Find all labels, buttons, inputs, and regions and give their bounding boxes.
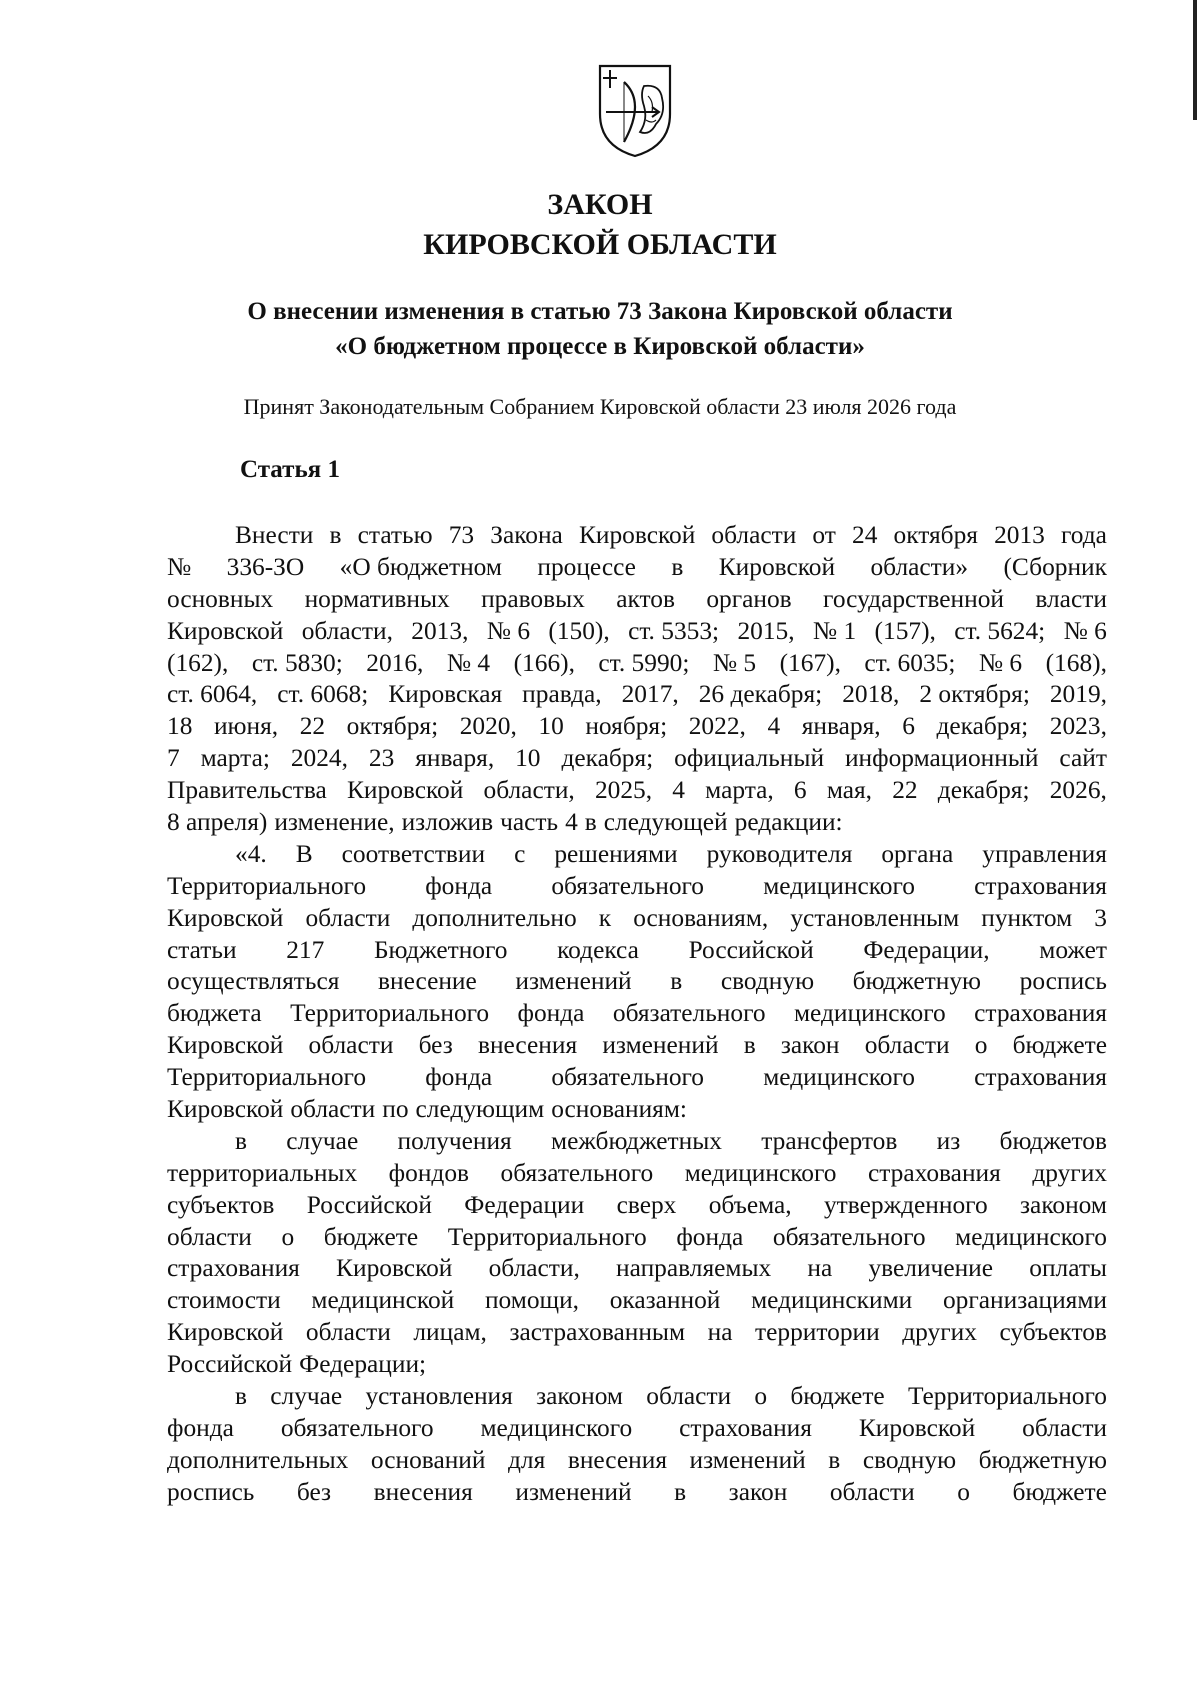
text-word: сайт xyxy=(1059,744,1107,773)
text-word: Кировской xyxy=(336,1254,453,1283)
text-word: области, xyxy=(301,616,393,645)
text-word: ст. 5353; xyxy=(628,616,720,645)
text-word: области, xyxy=(483,776,575,805)
text-word: Российской xyxy=(167,1350,293,1379)
text-word: медицинского xyxy=(763,871,915,900)
text-line xyxy=(167,616,1107,648)
text-word: трансфертов xyxy=(761,1126,898,1155)
text-word: (167), xyxy=(779,648,841,677)
text-word: случае xyxy=(286,1126,359,1155)
text-word: субъектов xyxy=(999,1318,1107,1347)
text-word: законом xyxy=(1020,1190,1107,1219)
text-word: бюджете xyxy=(1012,1477,1107,1506)
text-word: 3 xyxy=(1094,903,1107,932)
text-line xyxy=(167,1062,1107,1094)
text-word: Кировской xyxy=(718,552,836,581)
text-word: 2016, xyxy=(366,648,424,677)
scan-edge-mark xyxy=(1193,0,1197,120)
text-word: ст. 6064, xyxy=(167,680,258,709)
text-word: 22 xyxy=(892,776,918,805)
text-word: области xyxy=(167,1222,252,1251)
text-word: января, xyxy=(415,744,495,773)
text-word: Кировская xyxy=(388,680,503,709)
text-line xyxy=(167,1030,1107,1062)
text-word: следующим xyxy=(415,1095,545,1124)
text-word: медицинского xyxy=(480,1413,633,1442)
text-word: законом xyxy=(536,1382,623,1411)
text-word: фонда xyxy=(167,1413,234,1442)
text-word: Территориального xyxy=(290,999,490,1028)
text-word: медицинского xyxy=(684,1158,837,1187)
text-word: декабря; xyxy=(936,712,1029,741)
text-word: страхования xyxy=(679,1413,812,1442)
text-word: внесение xyxy=(378,967,477,996)
text-word: редакции: xyxy=(734,808,843,837)
text-line xyxy=(167,1126,1107,1158)
text-word: октября xyxy=(893,521,978,549)
text-word: следующей xyxy=(603,808,728,837)
text-word: Бюджетного xyxy=(373,935,508,964)
text-word: дополнительных xyxy=(167,1445,349,1474)
text-word: изменений xyxy=(689,1445,806,1474)
text-line xyxy=(167,871,1107,903)
law-title: ЗАКОН xyxy=(547,188,653,221)
text-word: обязательного xyxy=(551,871,705,900)
text-word: области xyxy=(305,1318,391,1347)
text-word: ст. 6035; xyxy=(864,648,956,677)
text-word: субъектов xyxy=(167,1190,275,1219)
text-word: обязательного xyxy=(551,1063,705,1092)
text-line xyxy=(167,1445,1107,1477)
text-word: Российской xyxy=(306,1190,432,1219)
text-word: «4. xyxy=(235,839,267,868)
text-word: актов xyxy=(616,584,675,613)
text-word: страхования xyxy=(974,999,1107,1028)
text-word: в xyxy=(670,967,683,996)
text-word: направляемых xyxy=(616,1254,772,1283)
text-word: Кировской xyxy=(167,616,284,645)
text-line xyxy=(167,552,1107,584)
text-word: других xyxy=(902,1318,977,1347)
text-word: сверх xyxy=(616,1190,677,1219)
text-word: статьи xyxy=(167,935,237,964)
text-word: ст. 6068; xyxy=(277,680,369,709)
text-line xyxy=(167,1349,1107,1381)
text-line xyxy=(167,711,1107,743)
text-word: установленным xyxy=(790,903,960,932)
text-word: № 6 xyxy=(486,616,531,645)
text-word: изменений xyxy=(515,1477,632,1506)
text-word: года xyxy=(1061,521,1107,549)
text-word: в xyxy=(671,552,684,581)
text-word: роспись xyxy=(167,1477,255,1506)
text-word: № 6 xyxy=(978,648,1023,677)
text-word: внесения xyxy=(567,1445,668,1474)
text-word: руководителя xyxy=(706,839,853,868)
text-line xyxy=(167,1381,1107,1413)
text-word: 4 xyxy=(672,776,685,805)
text-word: октября; xyxy=(346,712,439,741)
text-word: основных xyxy=(167,584,274,613)
text-word: обязательного xyxy=(772,1222,926,1251)
text-word: страхования xyxy=(974,1063,1107,1092)
text-word: на xyxy=(707,1318,733,1347)
text-word: медицинского xyxy=(955,1222,1107,1251)
text-word: территориальных xyxy=(167,1158,358,1187)
text-word: ст. 5624; xyxy=(954,616,1046,645)
text-word: Кировской xyxy=(167,903,284,932)
text-word: внесения xyxy=(477,1031,578,1060)
text-word: 2025, xyxy=(594,776,653,805)
text-word: в xyxy=(235,1126,247,1155)
text-word: области xyxy=(308,1031,394,1060)
text-word: 4 xyxy=(565,808,578,837)
text-word: 6 xyxy=(793,776,807,805)
text-word: Кировской xyxy=(346,776,464,805)
text-word: области, xyxy=(488,1254,580,1283)
text-word: 6 xyxy=(902,712,915,741)
text-word: декабря; xyxy=(561,744,654,773)
text-word: бюджетную xyxy=(852,967,982,996)
text-word: оказанной xyxy=(609,1286,721,1315)
text-word: 2024, xyxy=(290,744,348,773)
text-word: для xyxy=(508,1445,546,1474)
text-word: 217 xyxy=(286,935,325,964)
text-line xyxy=(167,807,1107,839)
text-word: сводную xyxy=(720,967,815,996)
text-word: ноября; xyxy=(585,712,668,741)
text-line xyxy=(167,1253,1107,1285)
text-word: статью xyxy=(357,521,433,549)
text-word: 26 декабря; xyxy=(698,680,823,709)
text-word: 2018, xyxy=(842,680,900,709)
text-word: Территориального xyxy=(167,871,367,900)
text-word: Территориального xyxy=(907,1382,1107,1411)
text-word: области» xyxy=(870,552,969,581)
text-word: Правительства xyxy=(167,776,327,805)
text-word: 4 xyxy=(767,712,781,741)
text-word: нормативных xyxy=(304,584,450,613)
text-word: соответствии xyxy=(341,839,486,868)
text-word: роспись xyxy=(1019,967,1107,996)
text-word: внесения xyxy=(373,1477,473,1506)
text-line xyxy=(167,1094,1107,1126)
text-line xyxy=(167,1413,1107,1445)
text-line xyxy=(167,1285,1107,1317)
text-word: основаниям, xyxy=(633,903,769,932)
text-word: 2015, xyxy=(737,616,795,645)
text-word: установления xyxy=(365,1382,513,1411)
text-word: утвержденного xyxy=(823,1190,988,1219)
text-word: о xyxy=(281,1222,295,1251)
text-word: основаниям: xyxy=(551,1095,687,1124)
text-word: 10 xyxy=(538,712,564,741)
text-word: Российской xyxy=(688,935,814,964)
text-word: 22 xyxy=(299,712,326,741)
text-word: 24 xyxy=(852,521,878,549)
text-word: (Сборник xyxy=(1003,552,1107,581)
text-word: 2026, xyxy=(1049,776,1107,805)
text-word: изменение, xyxy=(274,808,395,837)
text-line xyxy=(167,679,1107,711)
text-word: о xyxy=(754,1382,768,1411)
text-word: области xyxy=(829,1477,915,1506)
text-line xyxy=(167,743,1107,775)
text-word: (157), xyxy=(874,616,936,645)
text-word: получения xyxy=(397,1126,512,1155)
text-word: межбюджетных xyxy=(551,1126,722,1155)
text-word: из xyxy=(936,1126,961,1155)
text-word: Территориального xyxy=(447,1222,647,1251)
text-word: бюджете xyxy=(323,1222,419,1251)
text-word: процессе xyxy=(537,552,636,581)
text-word: фонда xyxy=(517,999,585,1028)
text-word: 7 xyxy=(167,744,180,773)
text-word: 2013, xyxy=(411,616,469,645)
text-word: (166), xyxy=(513,648,575,677)
text-word: решениями xyxy=(554,839,678,868)
article-body xyxy=(167,520,1107,1509)
text-word: обязательного xyxy=(500,1158,654,1187)
text-word: стоимости xyxy=(167,1286,281,1315)
text-word: других xyxy=(1032,1158,1107,1187)
text-word: № 5 xyxy=(712,648,757,677)
text-word: страхования xyxy=(867,1158,1001,1187)
text-line xyxy=(167,903,1107,935)
text-word: Кировской xyxy=(167,1031,284,1060)
text-word: ст. 5990; xyxy=(598,648,690,677)
text-line xyxy=(167,1477,1107,1509)
text-word: 18 xyxy=(167,712,193,741)
text-word: застрахованным xyxy=(509,1318,686,1347)
text-word: марта; xyxy=(200,744,270,773)
text-word: медицинского xyxy=(793,999,946,1028)
text-word: области xyxy=(864,1031,950,1060)
text-line xyxy=(167,584,1107,616)
text-word: закон xyxy=(728,1477,788,1506)
law-subject-line1: О внесении изменения в статью 73 Закона Кировской области xyxy=(247,298,953,325)
text-line xyxy=(167,998,1107,1030)
text-word: № 1 xyxy=(812,616,857,645)
text-word: медицинскими xyxy=(751,1286,913,1315)
text-word: Закона xyxy=(490,521,563,549)
text-word: органов xyxy=(706,584,792,613)
text-word: помощи, xyxy=(484,1286,580,1315)
text-word: обязательного xyxy=(280,1413,434,1442)
article-heading: Статья 1 xyxy=(240,456,340,483)
text-word: правда, xyxy=(522,680,602,709)
text-word: с xyxy=(514,839,526,868)
text-word: от xyxy=(812,521,836,549)
text-word: фонда xyxy=(425,871,493,900)
text-word: марта, xyxy=(705,776,774,805)
text-word: к xyxy=(598,903,612,932)
text-line xyxy=(167,935,1107,967)
text-word: увеличение xyxy=(868,1254,994,1283)
text-word: бюджете xyxy=(1012,1031,1107,1060)
text-word: «О бюджетном xyxy=(339,552,502,581)
text-word: сводную xyxy=(862,1445,957,1474)
text-word: без xyxy=(418,1031,453,1060)
text-word: в xyxy=(584,808,597,837)
text-word: фонда xyxy=(676,1222,744,1251)
text-word: области xyxy=(305,903,391,932)
text-word: органа xyxy=(881,839,954,868)
text-line xyxy=(167,1317,1107,1349)
text-word: В xyxy=(295,839,313,868)
text-word: Кировской xyxy=(578,521,696,549)
text-word: Территориального xyxy=(167,1063,367,1092)
text-word: Федерации, xyxy=(863,935,990,964)
text-word: 2023, xyxy=(1049,712,1107,741)
text-line xyxy=(167,1158,1107,1190)
text-word: 23 xyxy=(368,744,395,773)
text-line xyxy=(167,966,1107,998)
text-word: кодекса xyxy=(557,935,639,964)
text-word: лицам, xyxy=(413,1318,487,1347)
text-word: страхования xyxy=(167,1254,300,1283)
adoption-note: Принят Законодательным Собранием Кировской области 23 июля 2026 года xyxy=(243,394,957,419)
text-word: бюджете xyxy=(790,1382,885,1411)
text-word: июня, xyxy=(213,712,279,741)
text-line xyxy=(167,1222,1107,1254)
text-word: бюджета xyxy=(167,999,262,1028)
text-line xyxy=(167,839,1107,871)
text-word: ст. 5830; xyxy=(251,648,343,677)
text-word: Кировской xyxy=(858,1413,976,1442)
text-word: области xyxy=(290,1095,376,1124)
text-word: № 4 xyxy=(446,648,491,677)
text-word: без xyxy=(296,1477,332,1506)
text-word: 73 xyxy=(448,521,475,549)
text-word: территории xyxy=(755,1318,880,1347)
text-word: медицинского xyxy=(763,1063,915,1092)
text-word: изменений xyxy=(515,967,632,996)
text-word: Федерации; xyxy=(299,1350,427,1379)
text-word: в xyxy=(743,1031,756,1060)
text-word: № xyxy=(167,552,192,581)
text-word: 2017, xyxy=(621,680,679,709)
text-line xyxy=(167,1190,1107,1222)
text-word: Внести xyxy=(235,521,314,549)
text-word: 10 xyxy=(515,744,541,773)
text-word: о xyxy=(957,1477,970,1506)
text-line xyxy=(167,775,1107,807)
text-word: Кировской xyxy=(167,1318,284,1347)
text-word: страхования xyxy=(974,871,1107,900)
text-line xyxy=(167,648,1107,680)
text-word: области xyxy=(646,1382,732,1411)
text-word: декабря; xyxy=(937,776,1030,805)
text-word: обязательного xyxy=(612,999,766,1028)
text-word: закон xyxy=(780,1031,840,1060)
text-word: 8 апреля) xyxy=(167,808,268,837)
text-word: изменений xyxy=(602,1031,719,1060)
text-word: оплаты xyxy=(1029,1254,1107,1283)
text-word: часть xyxy=(500,808,559,837)
text-word: организациями xyxy=(942,1286,1107,1315)
text-word: 2020, xyxy=(459,712,517,741)
text-word: фондов xyxy=(388,1158,470,1187)
text-word: бюджетов xyxy=(999,1126,1107,1155)
text-word: оснований xyxy=(370,1445,486,1474)
text-word: № 6 xyxy=(1063,616,1107,645)
text-word: Федерации xyxy=(464,1190,585,1219)
text-word: 336-ЗО xyxy=(226,552,305,581)
text-word: правовых xyxy=(481,584,585,613)
text-word: 2 октября; xyxy=(919,680,1030,709)
text-word: о xyxy=(974,1031,988,1060)
text-word: фонда xyxy=(425,1063,493,1092)
text-word: в xyxy=(828,1445,841,1474)
text-word: осуществляться xyxy=(167,967,340,996)
coat-of-arms-icon xyxy=(596,62,674,158)
text-word: пунктом xyxy=(981,903,1073,932)
text-word: в xyxy=(329,521,342,549)
text-word: управления xyxy=(982,839,1107,868)
text-line xyxy=(167,520,1107,552)
text-word: случае xyxy=(270,1382,343,1411)
text-word: по xyxy=(382,1095,409,1124)
law-region-title: КИРОВСКОЙ ОБЛАСТИ xyxy=(423,228,777,261)
text-word: государственной xyxy=(823,584,1004,613)
text-word: может xyxy=(1039,935,1107,964)
text-word: января, xyxy=(801,712,881,741)
text-word: в xyxy=(674,1477,687,1506)
text-word: бюджетную xyxy=(978,1445,1107,1474)
text-word: власти xyxy=(1035,584,1107,613)
text-word: 2022, xyxy=(688,712,746,741)
text-word: изложив xyxy=(401,808,494,837)
text-word: 2013 xyxy=(994,521,1045,549)
text-word: объема, xyxy=(708,1190,792,1219)
text-word: области xyxy=(1022,1413,1107,1442)
text-word: медицинской xyxy=(311,1286,455,1315)
text-word: информационный xyxy=(844,744,1039,773)
text-word: официальный xyxy=(674,744,825,773)
text-word: области xyxy=(711,521,797,549)
law-subject-line2: «О бюджетном процессе в Кировской области» xyxy=(335,333,865,360)
text-word: мая, xyxy=(826,776,873,805)
text-word: (162), xyxy=(167,648,229,677)
text-word: на xyxy=(807,1254,833,1283)
text-word: 2019, xyxy=(1049,680,1107,709)
text-word: (168), xyxy=(1045,648,1107,677)
text-word: (150), xyxy=(548,616,610,645)
text-word: Кировской xyxy=(167,1095,284,1124)
text-word: в xyxy=(235,1382,247,1411)
text-word: дополнительно xyxy=(412,903,577,932)
